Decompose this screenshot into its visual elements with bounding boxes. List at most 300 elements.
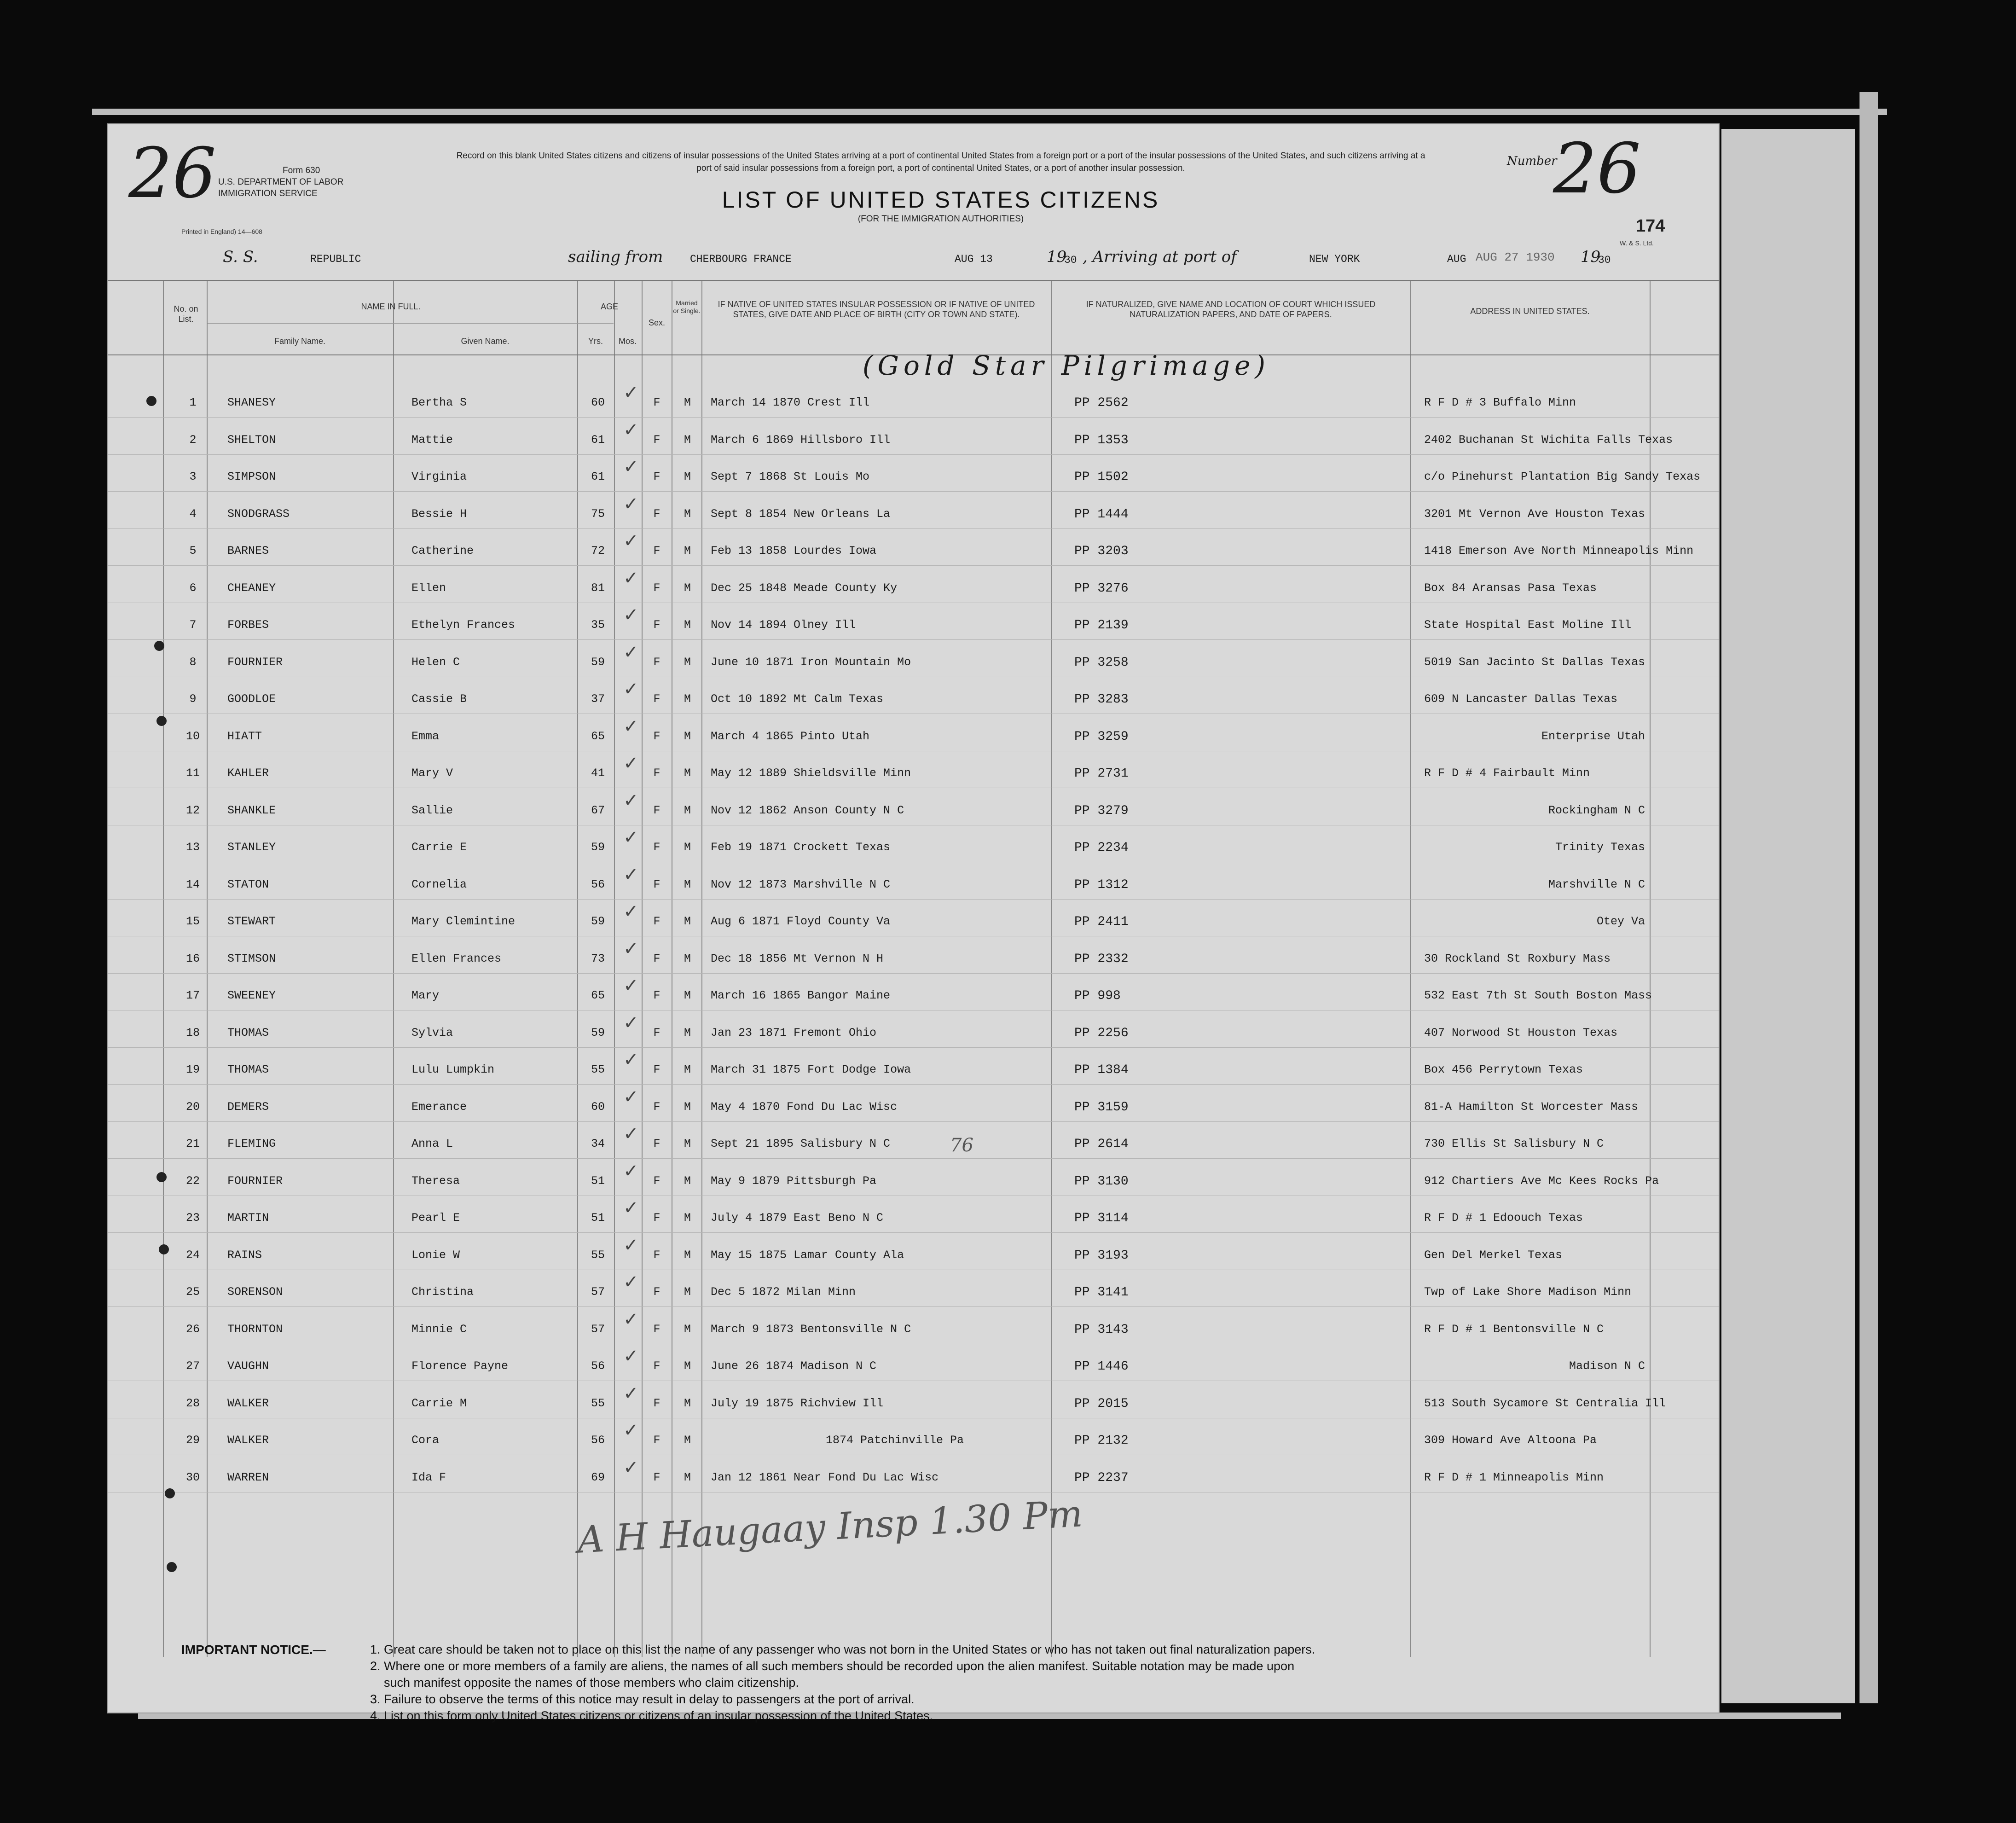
notice-item: 4. List on this form only United States citizens or citizens of an insular possession of the United States. — [370, 1709, 933, 1723]
family-name: STATON — [227, 877, 269, 891]
check-mark-icon: ✓ — [623, 975, 639, 996]
sex: F — [653, 396, 660, 409]
check-mark-icon: ✓ — [623, 1012, 639, 1033]
check-mark-icon: ✓ — [623, 1457, 639, 1478]
printer-mark: W. & S. Ltd. — [1620, 239, 1654, 247]
notice-item: such manifest opposite the names of those members who claim citizenship. — [384, 1676, 799, 1689]
family-name: FLEMING — [227, 1137, 276, 1150]
check-mark-icon: ✓ — [623, 567, 639, 589]
given-name: Emma — [411, 729, 440, 743]
marital-status: M — [684, 1359, 691, 1373]
marital-status: M — [684, 1063, 691, 1076]
ss-label: S. S. — [223, 248, 258, 266]
column-divider — [1650, 281, 1651, 1657]
check-mark-icon: ✓ — [623, 419, 639, 441]
given-name: Helen C — [411, 655, 460, 669]
check-mark-icon: ✓ — [623, 530, 639, 552]
us-address: Rockingham N C — [1548, 803, 1645, 817]
given-name: Mary — [411, 989, 440, 1002]
check-mark-icon: ✓ — [623, 382, 639, 403]
age-years: 60 — [591, 396, 605, 409]
given-name: Ethelyn Frances — [411, 618, 516, 632]
family-name: KAHLER — [227, 766, 269, 780]
sex: F — [653, 1434, 660, 1447]
sex: F — [653, 841, 660, 854]
age-years: 59 — [591, 1026, 605, 1039]
list-number: 4 — [189, 507, 197, 521]
sex: F — [653, 1100, 660, 1114]
sex: F — [653, 433, 660, 447]
row-rule — [108, 1232, 1719, 1233]
list-number: 14 — [185, 877, 200, 891]
birth-date-place: March 9 1873 Bentonsville N C — [711, 1322, 911, 1336]
notice-heading: IMPORTANT NOTICE.— — [181, 1643, 326, 1657]
birth-date-place: July 4 1879 East Beno N C — [711, 1211, 884, 1225]
age-years: 72 — [591, 544, 605, 557]
list-number: 5 — [189, 544, 197, 557]
list-number: 21 — [185, 1137, 200, 1150]
sex: F — [653, 729, 660, 743]
given-name: Lonie W — [411, 1248, 460, 1262]
notice-item: 3. Failure to observe the terms of this notice may result in delay to passengers at the port of arrival. — [370, 1692, 915, 1706]
age-years: 59 — [591, 915, 605, 928]
sex: F — [653, 952, 660, 965]
gold-star-annotation: (Gold Star Pilgrimage) — [863, 350, 1270, 381]
list-number: 15 — [185, 915, 200, 928]
sailing-label: sailing from — [568, 248, 663, 266]
birth-date-place: Sept 8 1854 New Orleans La — [711, 507, 891, 521]
form-service: IMMIGRATION SERVICE — [218, 189, 318, 198]
check-mark-icon: ✓ — [623, 1271, 639, 1293]
marital-status: M — [684, 952, 691, 965]
list-number: 3 — [189, 470, 197, 483]
given-name: Mary V — [411, 766, 453, 780]
age-years: 56 — [591, 877, 605, 891]
list-number: 8 — [189, 655, 197, 669]
age-years: 56 — [591, 1434, 605, 1447]
marital-status: M — [684, 433, 691, 447]
naturalization-papers: PP 3258 — [1074, 655, 1129, 670]
marital-status: M — [684, 581, 691, 595]
check-mark-icon: ✓ — [623, 1197, 639, 1219]
us-address: 532 East 7th St South Boston Mass — [1424, 989, 1652, 1002]
sex: F — [653, 915, 660, 928]
us-address: 513 South Sycamore St Centralia Ill — [1424, 1396, 1666, 1410]
birth-date-place: Jan 12 1861 Near Fond Du Lac Wisc — [711, 1470, 939, 1484]
list-number: 10 — [185, 729, 200, 743]
us-address: 5019 San Jacinto St Dallas Texas — [1424, 655, 1645, 669]
birth-date-place: Dec 18 1856 Mt Vernon N H — [711, 952, 884, 965]
age-years: 34 — [591, 1137, 605, 1150]
marital-status: M — [684, 729, 691, 743]
given-name: Christina — [411, 1285, 474, 1299]
check-mark-icon: ✓ — [623, 1346, 639, 1367]
us-address: 407 Norwood St Houston Texas — [1424, 1026, 1618, 1039]
row-rule — [108, 639, 1719, 640]
check-mark-icon: ✓ — [623, 1234, 639, 1256]
list-number: 6 — [189, 581, 197, 595]
column-divider — [701, 281, 702, 1657]
table-top-rule — [108, 280, 1719, 281]
arriving-label: , Arriving at port of — [1083, 248, 1237, 266]
list-number: 23 — [185, 1211, 200, 1225]
marital-status: M — [684, 1470, 691, 1484]
header-family-name: Family Name. — [274, 337, 325, 346]
family-name: SNODGRASS — [227, 507, 290, 521]
sex: F — [653, 618, 660, 632]
list-number: 9 — [189, 692, 197, 706]
row-rule — [108, 491, 1719, 492]
sex: F — [653, 544, 660, 557]
given-name: Cora — [411, 1434, 440, 1447]
marital-status: M — [684, 470, 691, 483]
form-department: U.S. DEPARTMENT OF LABOR — [218, 177, 344, 187]
check-mark-icon: ✓ — [623, 938, 639, 959]
arrival-date: AUG — [1447, 253, 1466, 265]
given-name: Sylvia — [411, 1026, 453, 1039]
notice-item: 1. Great care should be taken not to place on this list the name of any passenger who was not born in the United States or who has not taken out final naturalization papers. — [370, 1643, 1315, 1656]
family-name: SORENSON — [227, 1285, 283, 1299]
marital-status: M — [684, 1322, 691, 1336]
sail-year-prefix: 19 — [1047, 248, 1067, 266]
sex: F — [653, 1063, 660, 1076]
binder-hole — [146, 396, 156, 406]
us-address: Twp of Lake Shore Madison Minn — [1424, 1285, 1632, 1299]
us-address: R F D # 3 Buffalo Minn — [1424, 396, 1576, 409]
birth-date-place: Nov 14 1894 Olney Ill — [711, 618, 856, 632]
header-married-single: Married or Single. — [673, 299, 701, 314]
sex: F — [653, 1026, 660, 1039]
ship-name: REPUBLIC — [310, 253, 361, 265]
header-name-in-full: NAME IN FULL. — [361, 302, 421, 311]
given-name: Catherine — [411, 544, 474, 557]
naturalization-papers: PP 1502 — [1074, 470, 1129, 484]
marital-status: M — [684, 1434, 691, 1447]
marital-status: M — [684, 1100, 691, 1114]
us-address: Madison N C — [1569, 1359, 1645, 1373]
column-divider — [614, 281, 615, 1657]
check-mark-icon: ✓ — [623, 1086, 639, 1108]
birth-date-place: March 6 1869 Hillsboro Ill — [711, 433, 891, 447]
birth-date-place: Oct 10 1892 Mt Calm Texas — [711, 692, 884, 706]
sex: F — [653, 1470, 660, 1484]
family-name: DEMERS — [227, 1100, 269, 1114]
inspector-signature: A H Haugaay Insp 1.30 Pm — [576, 1492, 1084, 1562]
row-rule — [108, 1158, 1719, 1159]
marital-status: M — [684, 1137, 691, 1150]
family-name: WARREN — [227, 1470, 269, 1484]
naturalization-papers: PP 1312 — [1074, 877, 1129, 892]
birth-date-place: June 26 1874 Madison N C — [711, 1359, 877, 1373]
list-number: 25 — [185, 1285, 200, 1299]
us-address: 1418 Emerson Ave North Minneapolis Minn — [1424, 544, 1694, 557]
manifest-sheet — [107, 123, 1720, 1723]
us-address: 3201 Mt Vernon Ave Houston Texas — [1424, 507, 1645, 521]
marital-status: M — [684, 507, 691, 521]
binder-hole — [165, 1488, 175, 1498]
naturalization-papers: PP 3203 — [1074, 544, 1129, 558]
family-name: FOURNIER — [227, 1174, 283, 1188]
us-address: 730 Ellis St Salisbury N C — [1424, 1137, 1604, 1150]
birth-date-place: 1874 Patchinville Pa — [826, 1434, 964, 1447]
marital-status: M — [684, 1285, 691, 1299]
family-name: HIATT — [227, 729, 262, 743]
age-years: 60 — [591, 1100, 605, 1114]
family-name: VAUGHN — [227, 1359, 269, 1373]
check-mark-icon: ✓ — [623, 864, 639, 885]
marital-status: M — [684, 841, 691, 854]
check-mark-icon: ✓ — [623, 1420, 639, 1441]
arrival-stamp: AUG 27 1930 — [1476, 250, 1555, 264]
naturalization-papers: PP 3114 — [1074, 1211, 1129, 1225]
birth-date-place: May 9 1879 Pittsburgh Pa — [711, 1174, 877, 1188]
stray-mark: 76 — [950, 1135, 973, 1156]
naturalization-papers: PP 1446 — [1074, 1359, 1129, 1374]
column-divider — [163, 281, 164, 1657]
marital-status: M — [684, 803, 691, 817]
birth-date-place: March 14 1870 Crest Ill — [711, 396, 870, 409]
birth-date-place: March 31 1875 Fort Dodge Iowa — [711, 1063, 911, 1076]
given-name: Sallie — [411, 803, 453, 817]
marital-status: M — [684, 877, 691, 891]
family-name: CHEANEY — [227, 581, 276, 595]
naturalization-papers: PP 1353 — [1074, 433, 1129, 447]
us-address: R F D # 4 Fairbault Minn — [1424, 766, 1590, 780]
check-mark-icon: ✓ — [623, 901, 639, 922]
age-years: 73 — [591, 952, 605, 965]
family-name: THOMAS — [227, 1026, 269, 1039]
family-name: GOODLOE — [227, 692, 276, 706]
us-address: State Hospital East Moline Ill — [1424, 618, 1632, 632]
notice-item: 2. Where one or more members of a family are aliens, the names of all such members should be recorded upon the alien manifest. Suitable notation may be made upon — [370, 1659, 1295, 1673]
age-years: 55 — [591, 1248, 605, 1262]
birth-date-place: Feb 19 1871 Crockett Texas — [711, 841, 891, 854]
binder-hole — [154, 641, 164, 651]
us-address: R F D # 1 Edoouch Texas — [1424, 1211, 1583, 1225]
form-printed: Printed in England) 14—608 — [181, 228, 262, 235]
naturalization-papers: PP 1384 — [1074, 1063, 1129, 1077]
age-years: 67 — [591, 803, 605, 817]
age-years: 65 — [591, 729, 605, 743]
column-divider — [207, 281, 208, 1657]
naturalization-papers: PP 2015 — [1074, 1396, 1129, 1411]
us-address: Enterprise Utah — [1541, 729, 1645, 743]
us-address: 912 Chartiers Ave Mc Kees Rocks Pa — [1424, 1174, 1659, 1188]
given-name: Cassie B — [411, 692, 467, 706]
list-number: 17 — [185, 989, 200, 1002]
check-mark-icon: ✓ — [623, 715, 639, 737]
given-name: Pearl E — [411, 1211, 460, 1225]
naturalization-papers: PP 2139 — [1074, 618, 1129, 633]
family-name: STEWART — [227, 915, 276, 928]
page-edge-right-2 — [1860, 92, 1878, 1703]
given-name: Cornelia — [411, 877, 467, 891]
naturalization-papers: PP 2332 — [1074, 952, 1129, 966]
header-address: ADDRESS IN UNITED STATES. — [1470, 307, 1590, 316]
age-years: 51 — [591, 1211, 605, 1225]
age-years: 81 — [591, 581, 605, 595]
list-number: 26 — [185, 1322, 200, 1336]
naturalization-papers: PP 3193 — [1074, 1248, 1129, 1263]
given-name: Mary Clemintine — [411, 915, 516, 928]
form-number: Form 630 — [283, 166, 320, 175]
naturalization-papers: PP 2614 — [1074, 1137, 1129, 1151]
list-number: 29 — [185, 1434, 200, 1447]
family-name: WALKER — [227, 1434, 269, 1447]
given-name: Ellen — [411, 581, 446, 595]
marital-status: M — [684, 1174, 691, 1188]
naturalization-papers: PP 2234 — [1074, 841, 1129, 855]
list-number: 1 — [189, 396, 197, 409]
sail-year: 30 — [1064, 254, 1077, 266]
sex: F — [653, 766, 660, 780]
family-name: FORBES — [227, 618, 269, 632]
given-name: Anna L — [411, 1137, 453, 1150]
marital-status: M — [684, 544, 691, 557]
sex: F — [653, 507, 660, 521]
sex: F — [653, 655, 660, 669]
age-years: 61 — [591, 470, 605, 483]
marital-status: M — [684, 655, 691, 669]
check-mark-icon: ✓ — [623, 679, 639, 700]
given-name: Bessie H — [411, 507, 467, 521]
list-number: 11 — [185, 766, 200, 780]
check-mark-icon: ✓ — [623, 1308, 639, 1330]
given-name: Emerance — [411, 1100, 467, 1114]
naturalization-papers: PP 3130 — [1074, 1174, 1129, 1189]
family-name: BARNES — [227, 544, 269, 557]
check-mark-icon: ✓ — [623, 1049, 639, 1070]
row-rule — [108, 899, 1719, 900]
given-name: Virginia — [411, 470, 467, 483]
age-years: 55 — [591, 1063, 605, 1076]
column-divider — [642, 281, 643, 1657]
us-address: 309 Howard Ave Altoona Pa — [1424, 1434, 1597, 1447]
arrival-year-prefix: 19 — [1581, 248, 1601, 266]
family-name: SIMPSON — [227, 470, 276, 483]
list-number: 12 — [185, 803, 200, 817]
sex: F — [653, 877, 660, 891]
check-mark-icon: ✓ — [623, 753, 639, 774]
column-divider — [1410, 281, 1411, 1657]
sex: F — [653, 1211, 660, 1225]
age-years: 37 — [591, 692, 605, 706]
check-mark-icon: ✓ — [623, 1160, 639, 1182]
check-mark-icon: ✓ — [623, 493, 639, 515]
age-years: 56 — [591, 1359, 605, 1373]
marital-status: M — [684, 915, 691, 928]
age-years: 59 — [591, 655, 605, 669]
birth-date-place: May 12 1889 Shieldsville Minn — [711, 766, 911, 780]
naturalization-papers: PP 2256 — [1074, 1026, 1129, 1040]
check-mark-icon: ✓ — [623, 1382, 639, 1404]
given-name: Florence Payne — [411, 1359, 509, 1373]
check-mark-icon: ✓ — [623, 456, 639, 477]
us-address: 30 Rockland St Roxbury Mass — [1424, 952, 1611, 965]
header-naturalized: IF NATURALIZED, GIVE NAME AND LOCATION OF COURT WHICH ISSUED NATURALIZATION PAPERS, AND DATE OF PAPERS. — [1086, 300, 1376, 319]
page-subtitle: (FOR THE IMMIGRATION AUTHORITIES) — [857, 214, 1024, 224]
sailing-from: CHERBOURG FRANCE — [690, 253, 792, 265]
birth-date-place: Sept 7 1868 St Louis Mo — [711, 470, 870, 483]
us-address: Otey Va — [1596, 915, 1645, 928]
column-divider — [393, 281, 394, 1657]
corner-number: 26 — [128, 134, 216, 214]
given-name: Lulu Lumpkin — [411, 1063, 495, 1076]
us-address: Gen Del Merkel Texas — [1424, 1248, 1563, 1262]
sex: F — [653, 581, 660, 595]
us-address: Box 456 Perrytown Texas — [1424, 1063, 1583, 1076]
list-number: 28 — [185, 1396, 200, 1410]
birth-date-place: July 19 1875 Richview Ill — [711, 1396, 884, 1410]
row-rule — [108, 973, 1719, 974]
us-address: R F D # 1 Minneapolis Minn — [1424, 1470, 1604, 1484]
list-number: 13 — [185, 841, 200, 854]
check-mark-icon: ✓ — [623, 1123, 639, 1144]
given-name: Bertha S — [411, 396, 467, 409]
given-name: Minnie C — [411, 1322, 467, 1336]
sex: F — [653, 1137, 660, 1150]
check-mark-icon: ✓ — [623, 790, 639, 811]
birth-date-place: May 15 1875 Lamar County Ala — [711, 1248, 904, 1262]
us-address: 81-A Hamilton St Worcester Mass — [1424, 1100, 1639, 1114]
age-years: 75 — [591, 507, 605, 521]
age-years: 59 — [591, 841, 605, 854]
page-title: LIST OF UNITED STATES CITIZENS — [722, 187, 1160, 213]
birth-date-place: May 4 1870 Fond Du Lac Wisc — [711, 1100, 898, 1114]
naturalization-papers: PP 2562 — [1074, 396, 1129, 410]
us-address: c/o Pinehurst Plantation Big Sandy Texas — [1424, 470, 1701, 483]
header-no: No. on List. — [174, 304, 198, 324]
binder-hole — [159, 1244, 169, 1254]
list-number: 30 — [185, 1470, 200, 1484]
age-years: 61 — [591, 433, 605, 447]
birth-date-place: Nov 12 1873 Marshville N C — [711, 877, 891, 891]
naturalization-papers: PP 3283 — [1074, 692, 1129, 707]
naturalization-papers: PP 1444 — [1074, 507, 1129, 522]
marital-status: M — [684, 1211, 691, 1225]
row-rule — [108, 454, 1719, 455]
number-label: Number — [1507, 154, 1557, 168]
family-name: SHANKLE — [227, 803, 276, 817]
check-mark-icon: ✓ — [623, 604, 639, 626]
header-mos: Mos. — [618, 337, 637, 346]
check-mark-icon: ✓ — [623, 641, 639, 663]
age-years: 41 — [591, 766, 605, 780]
row-rule — [108, 528, 1719, 529]
birth-date-place: Feb 13 1858 Lourdes Iowa — [711, 544, 877, 557]
given-name: Ida F — [411, 1470, 446, 1484]
age-years: 55 — [591, 1396, 605, 1410]
sail-date: AUG 13 — [955, 253, 993, 265]
birth-date-place: Aug 6 1871 Floyd County Va — [711, 915, 891, 928]
birth-date-place: June 10 1871 Iron Mountain Mo — [711, 655, 911, 669]
sex: F — [653, 1174, 660, 1188]
binder-hole — [167, 1562, 177, 1572]
sex: F — [653, 1285, 660, 1299]
naturalization-papers: PP 2237 — [1074, 1470, 1129, 1485]
list-number: 7 — [189, 618, 197, 632]
family-name: SHANESY — [227, 396, 276, 409]
family-name: SHELTON — [227, 433, 276, 447]
row-rule — [108, 1047, 1719, 1048]
family-name: RAINS — [227, 1248, 262, 1262]
sex: F — [653, 1248, 660, 1262]
page-edge-top — [92, 109, 1887, 115]
row-rule — [108, 1121, 1719, 1122]
page-edge-right — [1721, 129, 1855, 1703]
arrival-year: 30 — [1598, 254, 1611, 266]
given-name: Theresa — [411, 1174, 460, 1188]
